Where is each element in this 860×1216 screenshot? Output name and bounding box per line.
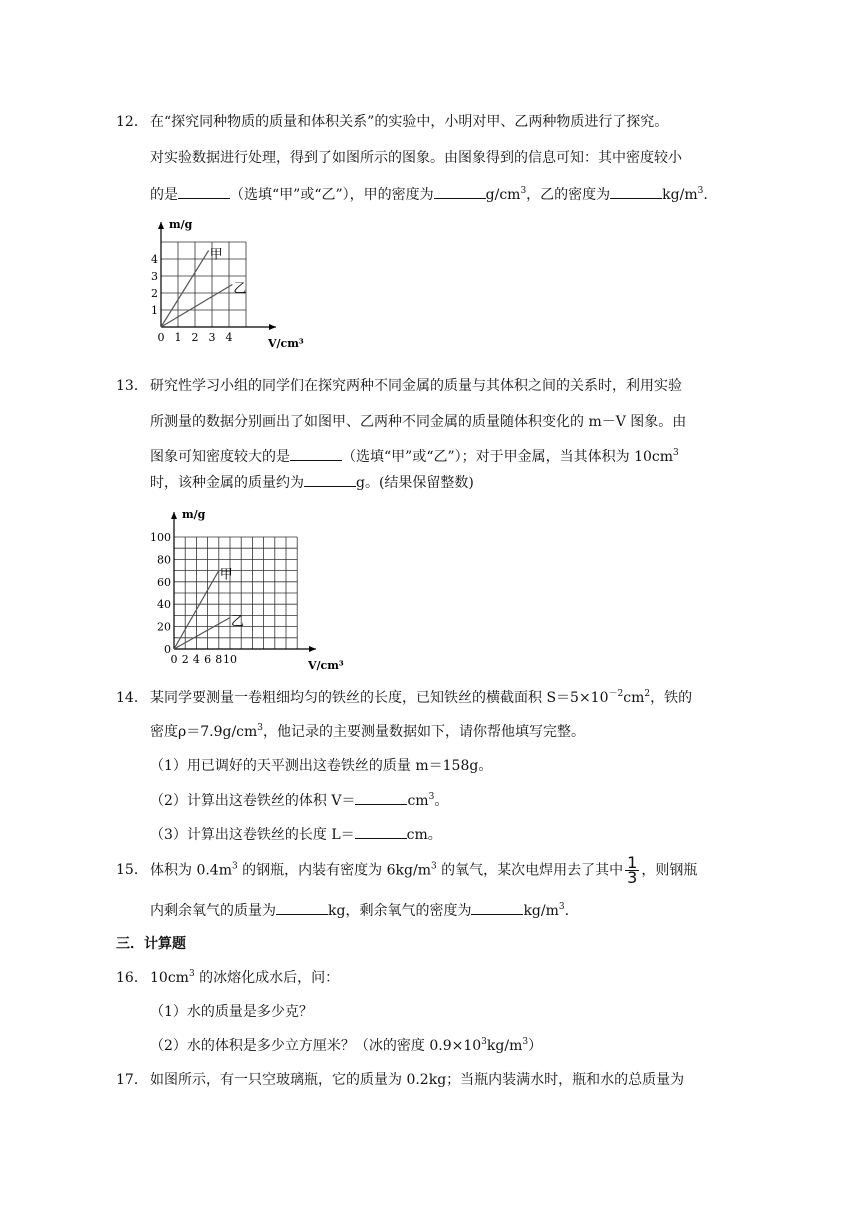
y-axis-label: m/g [182,508,206,521]
question-number: 12． [116,114,148,130]
mass-volume-chart-2 [140,506,370,670]
y-tick-label: 1 [151,304,158,317]
answer-blank[interactable] [178,184,230,199]
question-text: 体积为 $0.4m^3$ 的钢瓶，内装有密度为 $6kg/m^3$ 的氧气，某次电焊用去了其中 $\frac{1}{3}$ ，则钢瓶 [150,853,698,887]
question-number: 15． [116,862,148,878]
answer-blank[interactable] [610,184,662,199]
answer-blank[interactable] [355,824,407,839]
question-text: 所测量的数据分别画出了如图甲、乙两种不同金属的质量随体积变化的 m－V 图象。由 [150,414,687,430]
sub-question: （2）计算出这卷铁丝的体积 $V= cm^3$。 [150,792,449,809]
series-label: 乙 [233,281,247,297]
y-axis-arrow [158,222,164,229]
x-tick-label: 0 [157,331,165,344]
y-tick-label: 2 [151,287,158,300]
fraction: $\frac{1}{3}$ [627,853,638,887]
x-axis-arrow [309,646,316,652]
question-number: 16． [116,970,148,986]
question-number: 17． [116,1072,148,1088]
question-number: 14． [116,690,148,706]
mass-volume-chart-1 [140,214,304,358]
series-line [161,251,209,328]
x-tick-label: 4 [192,653,200,666]
sub-question: （3）计算出这卷铁丝的长度 L＝ cm。 [150,824,442,845]
y-axis-label: m/g [169,218,193,231]
question-text: 的是 （选填“甲”或“乙”），甲的密度为 $g/cm^3$，乙的密度为 $kg/m^3$. [150,186,708,203]
y-tick-label: 60 [157,575,171,589]
question-text: 如图所示，有一只空玻璃瓶，它的质量为 0.2kg；当瓶内装满水时，瓶和水的总质量为 [150,1072,685,1088]
y-tick-label: 4 [151,253,158,266]
x-axis-label: V/cm³ [308,659,344,672]
question-text: 内剩余氧气的质量为 kg，剩余氧气的密度为 $kg/m^3$. [150,902,570,919]
x-tick-label: 3 [208,331,216,344]
x-tick-label: 2 [181,653,189,666]
question-text: 对实验数据进行处理，得到了如图所示的图象。由图象得到的信息可知：其中密度较小 [150,150,682,166]
question-number: 13． [116,378,148,394]
question-text: 图象可知密度较大的是 （选填“甲”或“乙”）；对于甲金属，当其体积为 $10cm^3$ [150,448,679,465]
y-tick-label: 80 [157,553,171,567]
question-text: 密度$\rho=7.9g/cm^3$，他记录的主要测量数据如下，请你帮他填写完整。 [150,723,586,740]
answer-blank[interactable] [276,900,328,915]
x-tick-label: 10 [223,653,237,666]
y-axis-arrow [171,512,177,519]
series-label: 乙 [231,614,245,630]
y-tick-label: 3 [151,270,158,283]
x-tick-label: 8 [215,653,223,666]
series-label: 甲 [209,247,223,263]
x-tick-label: 2 [191,331,199,344]
answer-blank[interactable] [304,472,356,487]
sub-question: （2）水的体积是多少立方厘米？（冰的密度 $0.9\times 10^3kg/m^3$） [150,1037,543,1054]
x-axis-arrow [269,324,276,330]
sub-question: （1）用已调好的天平测出这卷铁丝的质量 m＝158g。 [150,758,493,774]
question-text: $10cm^3$ 的冰熔化成水后，问： [150,969,340,986]
x-tick-label: 6 [204,653,212,666]
x-tick-label: 4 [225,331,233,344]
series-label: 甲 [219,567,233,583]
answer-blank[interactable] [355,790,407,805]
x-axis-label: V/cm³ [268,337,304,350]
sub-question: （1）水的质量是多少克？ [150,1004,313,1020]
y-tick-label: 40 [157,598,171,612]
y-tick-label: 100 [150,531,171,544]
answer-blank[interactable] [290,446,342,461]
question-text: 研究性学习小组的同学们在探究两种不同金属的质量与其体积之间的关系时，利用实验 [150,378,682,394]
question-text: 在“探究同种物质的质量和体积关系”的实验中，小明对甲、乙两种物质进行了探究。 [150,114,669,130]
section-heading: 三．计算题 [116,936,186,952]
series-line [161,285,232,328]
question-text: 时，该种金属的质量约为 g。(结果保留整数) [150,472,474,493]
y-tick-label: 20 [157,620,171,634]
x-tick-label: 0 [170,653,178,666]
answer-blank[interactable] [434,184,486,199]
x-tick-label: 1 [174,331,182,344]
answer-blank[interactable] [471,900,523,915]
y-tick-label: 0 [164,643,171,656]
question-text: 某同学要测量一卷粗细均匀的铁丝的长度，已知铁丝的横截面积 $S=5\times 10^{-2}cm^2$，铁的 [150,689,693,706]
